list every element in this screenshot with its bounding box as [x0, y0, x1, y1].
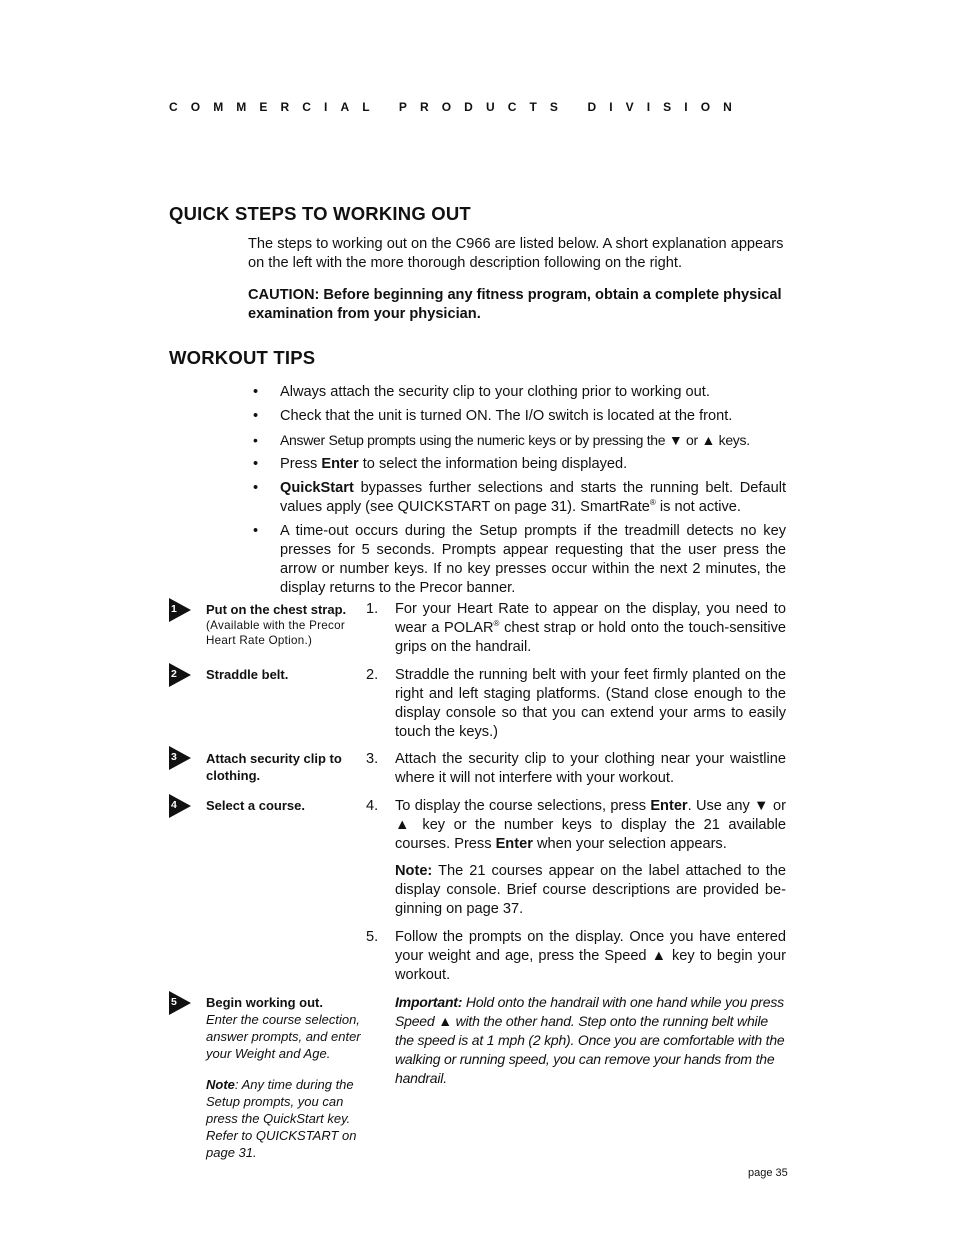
step-1: 1. For your Heart Rate to appear on the display, you need to wear a POLAR® chest strap or hold onto the touch-sensitive grips on the handrail. [366, 601, 786, 655]
left-label-5: Begin working out. Enter the course selection, answer prompts, and enter your Weight and Age. Note: Any time during the Setup prompts, you can press the QuickStart key. Refer to QUICKSTART on page 31. [206, 995, 361, 1160]
important-block: Important: Hold onto the handrail with one hand while you press Speed ▲ with the other hand. Step onto the running belt while the speed is at 1 mph (2 kph). Once you are comfortable with the walking or running speed, you can remove your hands from the handrail. [395, 994, 785, 1086]
up-arrow-icon: ▲ [651, 948, 667, 964]
section-title-workout-tips: WORKOUT TIPS [169, 347, 316, 368]
intro-paragraph: The steps to working out on the C966 are listed below. A short explanation appears on the left with the more thorough description following on the right. [248, 236, 784, 271]
down-arrow-icon: ▼ [668, 432, 683, 448]
step-5: 5. Follow the prompts on the display. Once you have entered your weight and age, press the Speed ▲ key to begin your workout. [366, 929, 786, 983]
tip-item: • Check that the unit is turned ON. The I/O switch is located at the front. [253, 408, 733, 424]
up-arrow-icon: ▲ [395, 817, 414, 833]
step-marker-5: 5 [169, 991, 191, 1015]
division-header: COMMERCIAL PRODUCTS DIVISION [169, 100, 745, 114]
section-title-quick-steps: QUICK STEPS TO WORKING OUT [169, 203, 471, 224]
tip-item: • QuickStart bypasses further selections and starts the running belt. Default values apply (see QUICKSTART on page 31). SmartRate® is not active. [253, 480, 786, 515]
tip-item: • Always attach the security clip to your clothing prior to working out. [253, 384, 710, 400]
workout-tips-list [248, 383, 786, 603]
left-label-1: Put on the chest strap. (Available with the Precor Heart Rate Option.) [206, 602, 347, 647]
up-arrow-icon: ▲ [701, 432, 716, 448]
page-number: page 35 [748, 1167, 788, 1179]
step-marker-2: 2 [169, 663, 191, 687]
down-arrow-icon: ▼ [754, 798, 769, 814]
tip-item: • Press Enter to select the information being displayed. [253, 456, 628, 472]
left-label-2: Straddle belt. [206, 667, 289, 682]
step-marker-1: 1 [169, 598, 191, 622]
step-marker-4: 4 [169, 794, 191, 818]
tip-item: • Answer Setup prompts using the numeric keys or by pressing the ▼ or ▲ keys. [253, 432, 750, 448]
step-marker-3: 3 [169, 746, 191, 770]
left-label-3: Attach security clip to clothing. [206, 751, 342, 783]
step-2: 2. Straddle the running belt with your feet firmly planted on the right and left staging platforms. (Stand close enough to the display console so that you can extend your arms to easily touch the keys.) [366, 667, 786, 740]
left-label-4: Select a course. [206, 798, 305, 813]
step-4: 4. To display the course selections, press Enter. Use any ▼ or ▲ key or the number keys to display the 21 available courses. Press Enter when your selection appears. [366, 798, 787, 852]
step-3: 3. Attach the security clip to your clothing near your waistline where it will not interfere with your workout. [366, 751, 786, 786]
tip-item: • A time-out occurs during the Setup prompts if the treadmill detects no key presses for 5 seconds. Prompts appear requesting that the user press the arrow or number keys. If no key presses occur within the next 2 minutes, the display returns to the Precor banner. [253, 523, 786, 596]
up-arrow-icon: ▲ [438, 1013, 452, 1029]
caution-paragraph: CAUTION: Before beginning any fitness program, obtain a complete physical examination from your physician. [248, 287, 782, 322]
note-block: Note: The 21 courses appear on the label attached to the display console. Brief course descriptions are provided be-ginning on page 37. [395, 863, 786, 917]
